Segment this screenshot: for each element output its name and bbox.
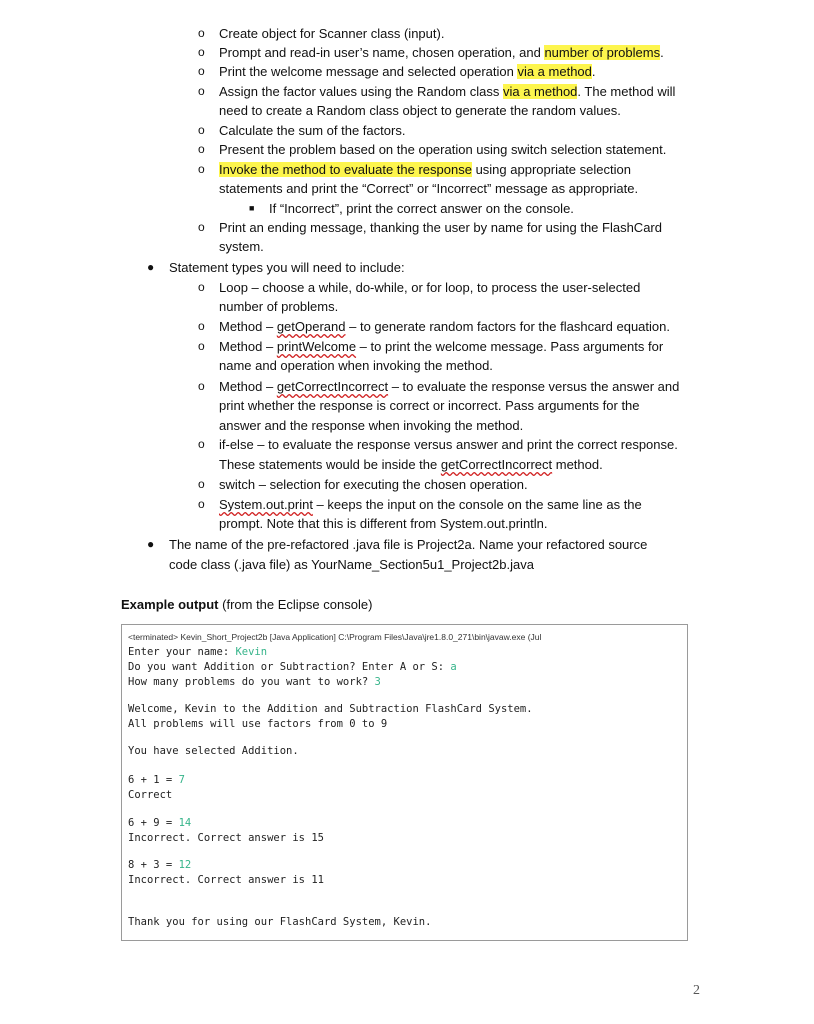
circle-bullet-icon: o [198,477,205,491]
step-factors-cont: need to create a Random class object to generate the random values. [219,103,621,118]
console-line: How many problems do you want to work? 3 [128,676,381,688]
terminated-line: <terminated> Kevin_Short_Project2b [Java Application] C:\Program Files\Java\jre1.8.0_271\bin\javaw.exe (Jul [128,632,542,642]
step-incorrect: If “Incorrect”, print the correct answer on the console. [269,201,574,216]
step-invoke-cont: statements and print the “Correct” or “Incorrect” message as appropriate. [219,181,639,196]
step-present: Present the problem based on the operation using switch selection statement. [219,142,667,157]
console-line: All problems will use factors from 0 to 9 [128,718,388,730]
step-scanner: Create object for Scanner class (input). [219,26,445,41]
method-printwelcome-cont: name and operation when invoking the method. [219,358,493,373]
circle-bullet-icon: o [198,64,205,78]
statement-types-header: Statement types you will need to include: [169,260,405,275]
loop-item-cont: number of problems. [219,299,339,314]
circle-bullet-icon: o [198,142,205,156]
console-line: Enter your name: Kevin [128,646,268,658]
example-output-heading: Example output (from the Eclipse console) [121,597,373,612]
circle-bullet-icon: o [198,162,205,176]
console-line: Thank you for using our FlashCard System, Kevin. [128,916,432,928]
console-line: 6 + 1 = 7 [128,774,185,786]
file-name-item: The name of the pre-refactored .java file is Project2a. Name your refactored source [169,537,648,552]
console-line: 8 + 3 = 12 [128,859,192,871]
step-invoke: Invoke the method to evaluate the response using appropriate selection [219,162,631,177]
circle-bullet-icon: o [198,280,205,294]
step-ending: Print an ending message, thanking the user by name for using the FlashCard [219,220,662,235]
circle-bullet-icon: o [198,497,205,511]
circle-bullet-icon: o [198,319,205,333]
ifelse-item-cont: These statements would be inside the getCorrectIncorrect method. [219,457,603,472]
ifelse-item: if-else – to evaluate the response versus answer and print the correct response. [219,437,678,452]
page-number: 2 [693,983,700,998]
circle-bullet-icon: o [198,26,205,40]
method-getoperand: Method – getOperand – to generate random factors for the flashcard equation. [219,319,670,334]
disc-bullet-icon: ● [147,537,155,551]
switch-item: switch – selection for executing the chosen operation. [219,477,528,492]
print-item: System.out.print – keeps the input on the console on the same line as the [219,497,642,512]
square-bullet-icon: ■ [249,203,255,213]
console-line: Do you want Addition or Subtraction? Enter A or S: a [128,661,457,673]
circle-bullet-icon: o [198,123,205,137]
circle-bullet-icon: o [198,220,205,234]
circle-bullet-icon: o [198,45,205,59]
console-line: You have selected Addition. [128,745,299,757]
circle-bullet-icon: o [198,437,205,451]
method-getcorrectincorrect: Method – getCorrectIncorrect – to evaluate the response versus the answer and [219,379,680,394]
step-ending-cont: system. [219,239,264,254]
console-line: 6 + 9 = 14 [128,817,192,829]
print-item-cont: prompt. Note that this is different from System.out.println. [219,516,548,531]
step-sum: Calculate the sum of the factors. [219,123,406,138]
method-getcorrectincorrect-cont: print whether the response is correct or incorrect. Pass arguments for the [219,398,640,413]
console-line: Welcome, Kevin to the Addition and Subtraction FlashCard System. [128,703,533,715]
file-name-item-cont: code class (.java file) as YourName_Section5u1_Project2b.java [169,557,534,572]
circle-bullet-icon: o [198,84,205,98]
console-line: Incorrect. Correct answer is 15 [128,832,324,844]
step-prompt: Prompt and read-in user’s name, chosen operation, and number of problems. [219,45,664,60]
method-getcorrectincorrect-cont2: answer and the response when invoking the method. [219,418,524,433]
eclipse-console [121,624,688,941]
console-line: Correct [128,789,173,801]
step-factors: Assign the factor values using the Random class via a method. The method will [219,84,676,99]
circle-bullet-icon: o [198,339,205,353]
loop-item: Loop – choose a while, do-while, or for loop, to process the user-selected [219,280,641,295]
step-welcome: Print the welcome message and selected operation via a method. [219,64,596,79]
method-printwelcome: Method – printWelcome – to print the welcome message. Pass arguments for [219,339,664,354]
circle-bullet-icon: o [198,379,205,393]
console-line: Incorrect. Correct answer is 11 [128,874,324,886]
disc-bullet-icon: ● [147,260,155,274]
